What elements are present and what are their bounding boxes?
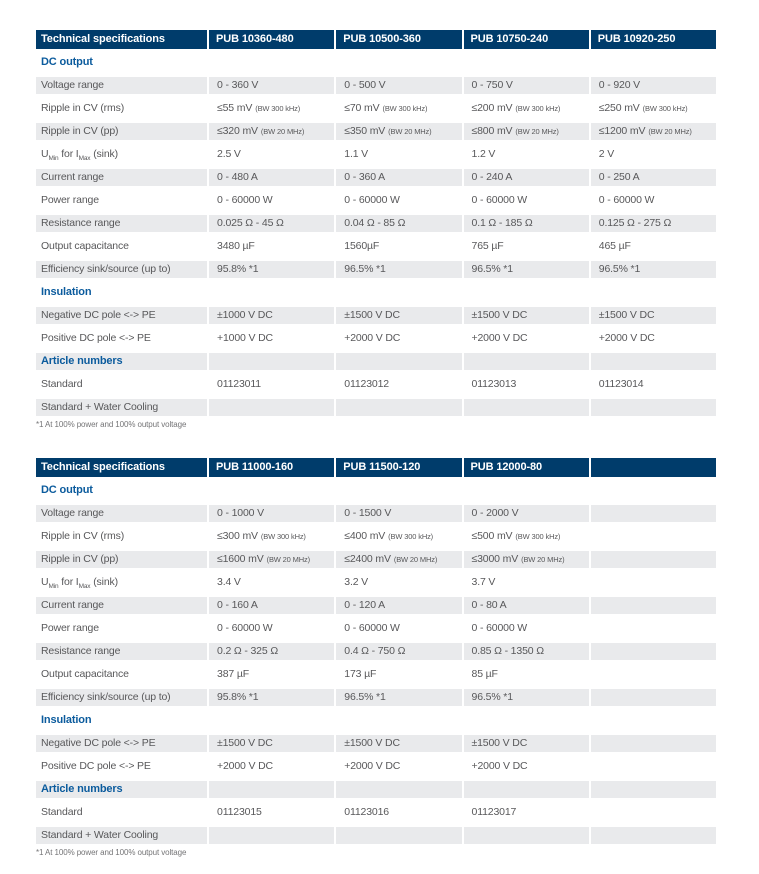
table-row [36,123,716,140]
column-header-specs: Technical specifications [36,30,207,49]
bandwidth-note: (BW 20 MHz) [521,555,565,564]
value-cell: ±1000 V DC [209,307,334,324]
value-cell [591,123,716,140]
value-cell [591,284,716,301]
value-cell [464,100,589,117]
value-cell [336,551,461,568]
value-cell: 0 - 60000 W [344,622,400,634]
value-cell [591,505,716,522]
value-cell [591,758,716,775]
bandwidth-note: (BW 300 kHz) [515,104,561,113]
row-label: Standard [41,378,83,390]
value-cell [336,712,461,729]
table-row [36,376,716,393]
value-cell: 0 - 360 A [336,169,461,186]
value-cell: 01123016 [344,806,389,818]
value-cell [464,712,589,729]
bandwidth-note: (BW 20 MHz) [260,127,305,136]
value-cell: 1.2 V [471,148,496,160]
value-text: ≤1200 mV [598,125,646,137]
section-label: DC output [41,56,93,68]
value-cell: 96.5% *1 [464,261,589,278]
table-row [36,146,716,163]
value-cell: 765 µF [471,240,504,252]
value-cell [209,712,334,729]
section-row [36,353,716,370]
value-cell [591,100,716,117]
value-cell [209,827,334,844]
table-row [36,192,716,209]
value-cell: 0 - 120 A [336,597,461,614]
value-cell: 465 µF [598,240,631,252]
column-header-model: PUB 10500-360 [336,30,461,49]
row-label: Resistance range [36,215,207,232]
table-row [36,169,716,186]
table-row [36,827,716,844]
value-cell: 0 - 60000 W [471,194,528,206]
bandwidth-note: (BW 300 kHz) [642,104,688,113]
value-cell [464,123,589,140]
row-label: Voltage range [36,505,207,522]
value-cell: 0 - 60000 W [217,194,273,206]
table-body [36,54,716,416]
value-cell: 85 µF [471,668,498,680]
value-cell [209,353,334,370]
bandwidth-note: (BW 300 kHz) [260,532,306,541]
section-label: Insulation [41,714,92,726]
value-cell: ±1500 V DC [464,735,589,752]
bandwidth-note: (BW 300 kHz) [515,532,561,541]
table-row [36,804,716,821]
row-label: Standard + Water Cooling [36,399,207,416]
value-cell: 3480 µF [217,240,255,252]
value-cell [209,482,334,499]
table-row [36,330,716,347]
value-cell: +1000 V DC [217,332,273,344]
bandwidth-note: (BW 20 MHz) [266,555,310,564]
value-text: ≤2400 mV [344,553,391,565]
value-cell: 96.5% *1 [464,689,589,706]
value-cell [336,827,461,844]
section-row [36,284,716,301]
value-cell [591,528,716,545]
value-cell: 95.8% *1 [209,689,334,706]
row-label: Efficiency sink/source (up to) [36,261,207,278]
value-cell: 3.4 V [217,576,241,588]
value-cell [591,643,716,660]
table-row [36,735,716,752]
value-cell: 0 - 480 A [209,169,334,186]
table-row [36,528,716,545]
row-label: Standard + Water Cooling [36,827,207,844]
value-cell [591,54,716,71]
value-cell: 0 - 750 V [464,77,589,94]
value-cell [209,100,334,117]
value-cell [336,482,461,499]
row-label: Positive DC pole <-> PE [41,760,151,772]
section-row [36,712,716,729]
column-header-model [591,458,716,477]
footnote: *1 At 100% power and 100% output voltage [36,420,187,429]
row-label: Current range [36,169,207,186]
table-header-row [36,30,716,49]
row-label: Efficiency sink/source (up to) [36,689,207,706]
value-cell [209,781,334,798]
value-cell [464,353,589,370]
value-cell: 96.5% *1 [591,261,716,278]
value-text: ≤3000 mV [471,553,519,565]
value-cell [591,781,716,798]
value-cell: +2000 V DC [344,332,401,344]
value-text: ≤400 mV [344,530,386,542]
column-header-model: PUB 12000-80 [464,458,589,477]
value-cell [591,597,716,614]
value-cell [336,123,461,140]
value-cell: 0 - 60000 W [217,622,273,634]
row-label: $U_{Min}$ for $I_{Max}$ (sink) [41,576,118,591]
value-text: ≤250 mV [598,102,640,114]
value-cell [464,528,589,545]
column-header-model: PUB 10750-240 [464,30,589,49]
row-label: Voltage range [36,77,207,94]
table-header-row [36,458,716,477]
value-cell [209,551,334,568]
value-cell [591,353,716,370]
column-header-specs: Technical specifications [36,458,207,477]
value-cell: 0 - 360 V [209,77,334,94]
value-cell [209,528,334,545]
table-row [36,620,716,637]
value-cell [336,100,461,117]
value-cell: 96.5% *1 [336,689,461,706]
row-label: Output capacitance [41,668,129,680]
value-cell [464,551,589,568]
value-cell: 0 - 920 V [591,77,716,94]
value-cell [209,54,334,71]
value-cell: 173 µF [344,668,377,680]
value-text: ≤70 mV [344,102,380,114]
value-cell: 0 - 2000 V [464,505,589,522]
value-cell: ±1500 V DC [336,735,461,752]
value-cell [464,54,589,71]
value-text: ≤320 mV [217,125,258,137]
table-body [36,482,716,844]
value-cell [591,482,716,499]
section-row [36,54,716,71]
value-text: ≤200 mV [471,102,513,114]
row-label: Ripple in CV (rms) [41,102,125,114]
row-label: Negative DC pole <-> PE [36,735,207,752]
table-row [36,597,716,614]
section-label: Article numbers [36,353,207,370]
value-cell: 0 - 160 A [209,597,334,614]
table-row [36,666,716,683]
value-cell [591,551,716,568]
table-row [36,574,716,591]
value-cell: +2000 V DC [217,760,273,772]
section-row [36,482,716,499]
value-text: ≤55 mV [217,102,253,114]
value-cell [464,827,589,844]
row-label: Power range [41,622,99,634]
value-cell: ±1500 V DC [591,307,716,324]
table-row [36,307,716,324]
value-cell [591,735,716,752]
value-cell: ±1500 V DC [209,735,334,752]
bandwidth-note: (BW 20 MHz) [393,555,438,564]
value-cell [336,353,461,370]
value-cell [591,804,716,821]
value-cell [591,399,716,416]
row-label: Ripple in CV (rms) [41,530,125,542]
row-label: Standard [41,806,83,818]
value-text: ≤800 mV [471,125,513,137]
value-cell: 1.1 V [344,148,369,160]
value-cell [464,781,589,798]
bandwidth-note: (BW 300 kHz) [382,104,428,113]
value-cell: 01123014 [598,378,644,390]
row-label: Ripple in CV (pp) [36,551,207,568]
value-cell: +2000 V DC [471,760,528,772]
value-text: ≤350 mV [344,125,386,137]
value-cell: 0.85 Ω - 1350 Ω [464,643,589,660]
table-row [36,399,716,416]
footnote: *1 At 100% power and 100% output voltage [36,848,187,857]
value-cell: 0.125 Ω - 275 Ω [591,215,716,232]
value-cell: 0 - 60000 W [344,194,400,206]
value-cell: 01123017 [471,806,517,818]
table-row [36,77,716,94]
value-cell: 2.5 V [217,148,241,160]
value-cell: 0.1 Ω - 185 Ω [464,215,589,232]
column-header-model: PUB 10920-250 [591,30,716,49]
value-cell [464,482,589,499]
table-row [36,215,716,232]
row-label: Negative DC pole <-> PE [36,307,207,324]
column-header-model: PUB 11500-120 [336,458,461,477]
value-cell: 0.2 Ω - 325 Ω [209,643,334,660]
value-cell: 01123011 [217,378,261,390]
value-cell: 0 - 60000 W [471,622,528,634]
value-cell: 2 V [598,148,615,160]
table-row [36,758,716,775]
section-row [36,781,716,798]
value-cell: 0 - 80 A [464,597,589,614]
bandwidth-note: (BW 20 MHz) [388,127,432,136]
table-row [36,689,716,706]
value-cell: 0 - 240 A [464,169,589,186]
column-header-model: PUB 11000-160 [209,458,334,477]
value-cell: +2000 V DC [598,332,655,344]
value-cell: 01123012 [344,378,389,390]
value-cell [209,284,334,301]
spec-table-2 [36,458,716,857]
value-cell [464,284,589,301]
bandwidth-note: (BW 300 kHz) [255,104,301,113]
value-cell: 0.4 Ω - 750 Ω [336,643,461,660]
row-label: $U_{Min}$ for $I_{Max}$ (sink) [41,148,118,163]
table-row [36,100,716,117]
value-cell: ±1500 V DC [464,307,589,324]
value-cell: 0 - 250 A [591,169,716,186]
bandwidth-note: (BW 300 kHz) [388,532,434,541]
value-cell: 01123015 [217,806,262,818]
section-label: DC output [41,484,93,496]
table-row [36,238,716,255]
value-cell [591,620,716,637]
value-cell: 95.8% *1 [209,261,334,278]
value-cell [591,574,716,591]
value-cell: +2000 V DC [471,332,528,344]
value-cell: ±1500 V DC [336,307,461,324]
value-cell [336,284,461,301]
value-cell [209,123,334,140]
bandwidth-note: (BW 20 MHz) [515,127,559,136]
value-cell [336,54,461,71]
table-row [36,643,716,660]
bandwidth-note: (BW 20 MHz) [648,127,692,136]
value-cell [336,399,461,416]
spec-table-1 [36,30,716,429]
value-cell [591,689,716,706]
value-cell: 3.2 V [344,576,369,588]
column-header-model: PUB 10360-480 [209,30,334,49]
section-label: Article numbers [36,781,207,798]
value-cell: 0 - 1000 V [209,505,334,522]
row-label: Resistance range [36,643,207,660]
value-text: ≤1600 mV [217,553,264,565]
value-cell [591,666,716,683]
value-cell: 0 - 1500 V [336,505,461,522]
value-cell: 0 - 500 V [336,77,461,94]
value-text: ≤300 mV [217,530,258,542]
table-row [36,261,716,278]
value-cell [464,399,589,416]
value-cell: 01123013 [471,378,517,390]
table-row [36,551,716,568]
value-cell [591,827,716,844]
row-label: Positive DC pole <-> PE [41,332,151,344]
row-label: Power range [41,194,99,206]
value-cell [336,528,461,545]
value-cell: 96.5% *1 [336,261,461,278]
section-label: Insulation [41,286,92,298]
value-cell [591,712,716,729]
row-label: Current range [36,597,207,614]
table-row [36,505,716,522]
value-cell: 0.025 Ω - 45 Ω [209,215,334,232]
value-cell: 0.04 Ω - 85 Ω [336,215,461,232]
value-cell: 3.7 V [471,576,496,588]
value-text: ≤500 mV [471,530,513,542]
row-label: Output capacitance [41,240,129,252]
value-cell: 0 - 60000 W [598,194,655,206]
value-cell: 1560µF [344,240,380,252]
value-cell [336,781,461,798]
value-cell: +2000 V DC [344,760,401,772]
value-cell: 387 µF [217,668,249,680]
row-label: Ripple in CV (pp) [36,123,207,140]
value-cell [209,399,334,416]
